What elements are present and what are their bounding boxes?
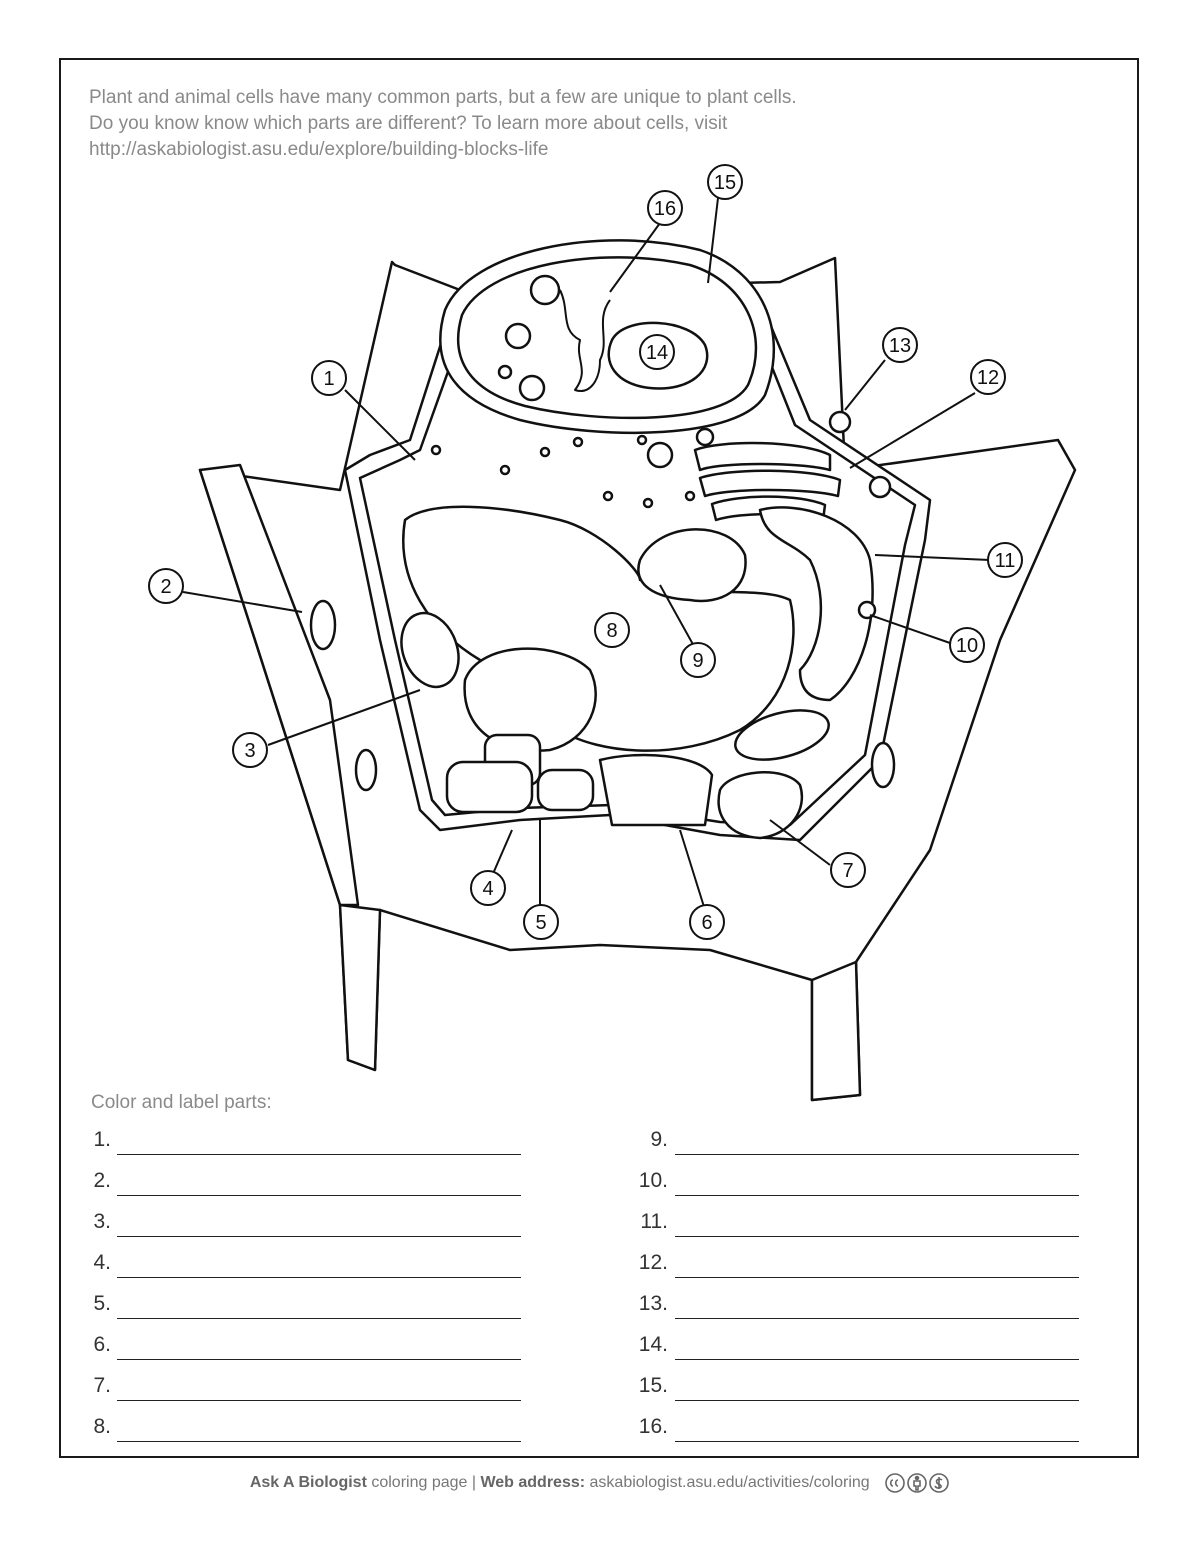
callout-label-16: 16	[653, 198, 677, 220]
label-row	[0, 1210, 1200, 1240]
answer-blank[interactable]	[675, 1318, 1079, 1319]
footer-web-address[interactable]: askabiologist.asu.edu/activities/coloring	[585, 1474, 870, 1492]
label-row	[0, 1251, 1200, 1281]
label-number: 13.	[638, 1292, 668, 1315]
answer-blank[interactable]	[675, 1236, 1079, 1237]
answer-blank[interactable]	[675, 1154, 1079, 1155]
label-number: 6.	[93, 1333, 111, 1356]
label-number: 10.	[638, 1169, 668, 1192]
callout-label-4: 4	[482, 878, 494, 900]
answer-blank[interactable]	[675, 1359, 1079, 1360]
label-number: 9.	[650, 1128, 668, 1151]
footer-page-type: coloring page |	[366, 1474, 481, 1492]
plasmodesma	[311, 601, 335, 649]
label-row	[0, 1333, 1200, 1363]
intro-line-2: Do you know know which parts are different? To learn more about cells, visit	[89, 113, 728, 134]
cell-wall-front-face-right	[812, 962, 860, 1100]
callout-label-7: 7	[842, 860, 854, 882]
footer-site-name: Ask A Biologist	[249, 1474, 367, 1492]
callout-label-9: 9	[692, 650, 704, 672]
cell-wall-front-face	[340, 905, 380, 1070]
label-number: 12.	[638, 1251, 668, 1274]
label-row	[0, 1128, 1200, 1158]
footer	[0, 1472, 1200, 1494]
label-number: 14.	[638, 1333, 668, 1356]
label-number: 5.	[93, 1292, 111, 1315]
label-number: 2.	[93, 1169, 111, 1192]
worksheet-title: Color and label parts:	[91, 1092, 272, 1113]
label-number: 16.	[638, 1415, 668, 1438]
label-row	[0, 1292, 1200, 1322]
label-row	[0, 1415, 1200, 1445]
label-number: 7.	[93, 1374, 111, 1397]
callout-label-13: 13	[888, 335, 912, 357]
callout-label-14: 14	[645, 342, 669, 364]
callout-label-3: 3	[244, 740, 256, 762]
label-row	[0, 1169, 1200, 1199]
answer-blank[interactable]	[675, 1441, 1079, 1442]
callout-label-2: 2	[160, 576, 172, 598]
callout-label-11: 11	[994, 550, 1016, 572]
label-number: 1.	[93, 1128, 111, 1151]
callout-label-15: 15	[713, 172, 737, 194]
label-number: 4.	[93, 1251, 111, 1274]
label-number: 11.	[640, 1210, 668, 1233]
callout-label-12: 12	[976, 367, 1000, 389]
intro-line-1: Plant and animal cells have many common parts, but a few are unique to plant cells.	[89, 87, 797, 108]
license-icons	[884, 1472, 950, 1494]
callout-label-1: 1	[323, 368, 335, 390]
callout-label-8: 8	[606, 620, 618, 642]
label-number: 8.	[93, 1415, 111, 1438]
intro-link[interactable]: http://askabiologist.asu.edu/explore/building-blocks-life	[89, 139, 549, 160]
answer-blank[interactable]	[675, 1195, 1079, 1196]
label-number: 3.	[93, 1210, 111, 1233]
callout-label-5: 5	[535, 912, 547, 934]
label-number: 15.	[638, 1374, 668, 1397]
callout-label-10: 10	[955, 635, 979, 657]
label-row	[0, 1374, 1200, 1404]
footer-web-label: Web address:	[480, 1474, 586, 1492]
answer-blank[interactable]	[675, 1277, 1079, 1278]
answer-blank[interactable]	[675, 1400, 1079, 1401]
callout-label-6: 6	[701, 912, 713, 934]
